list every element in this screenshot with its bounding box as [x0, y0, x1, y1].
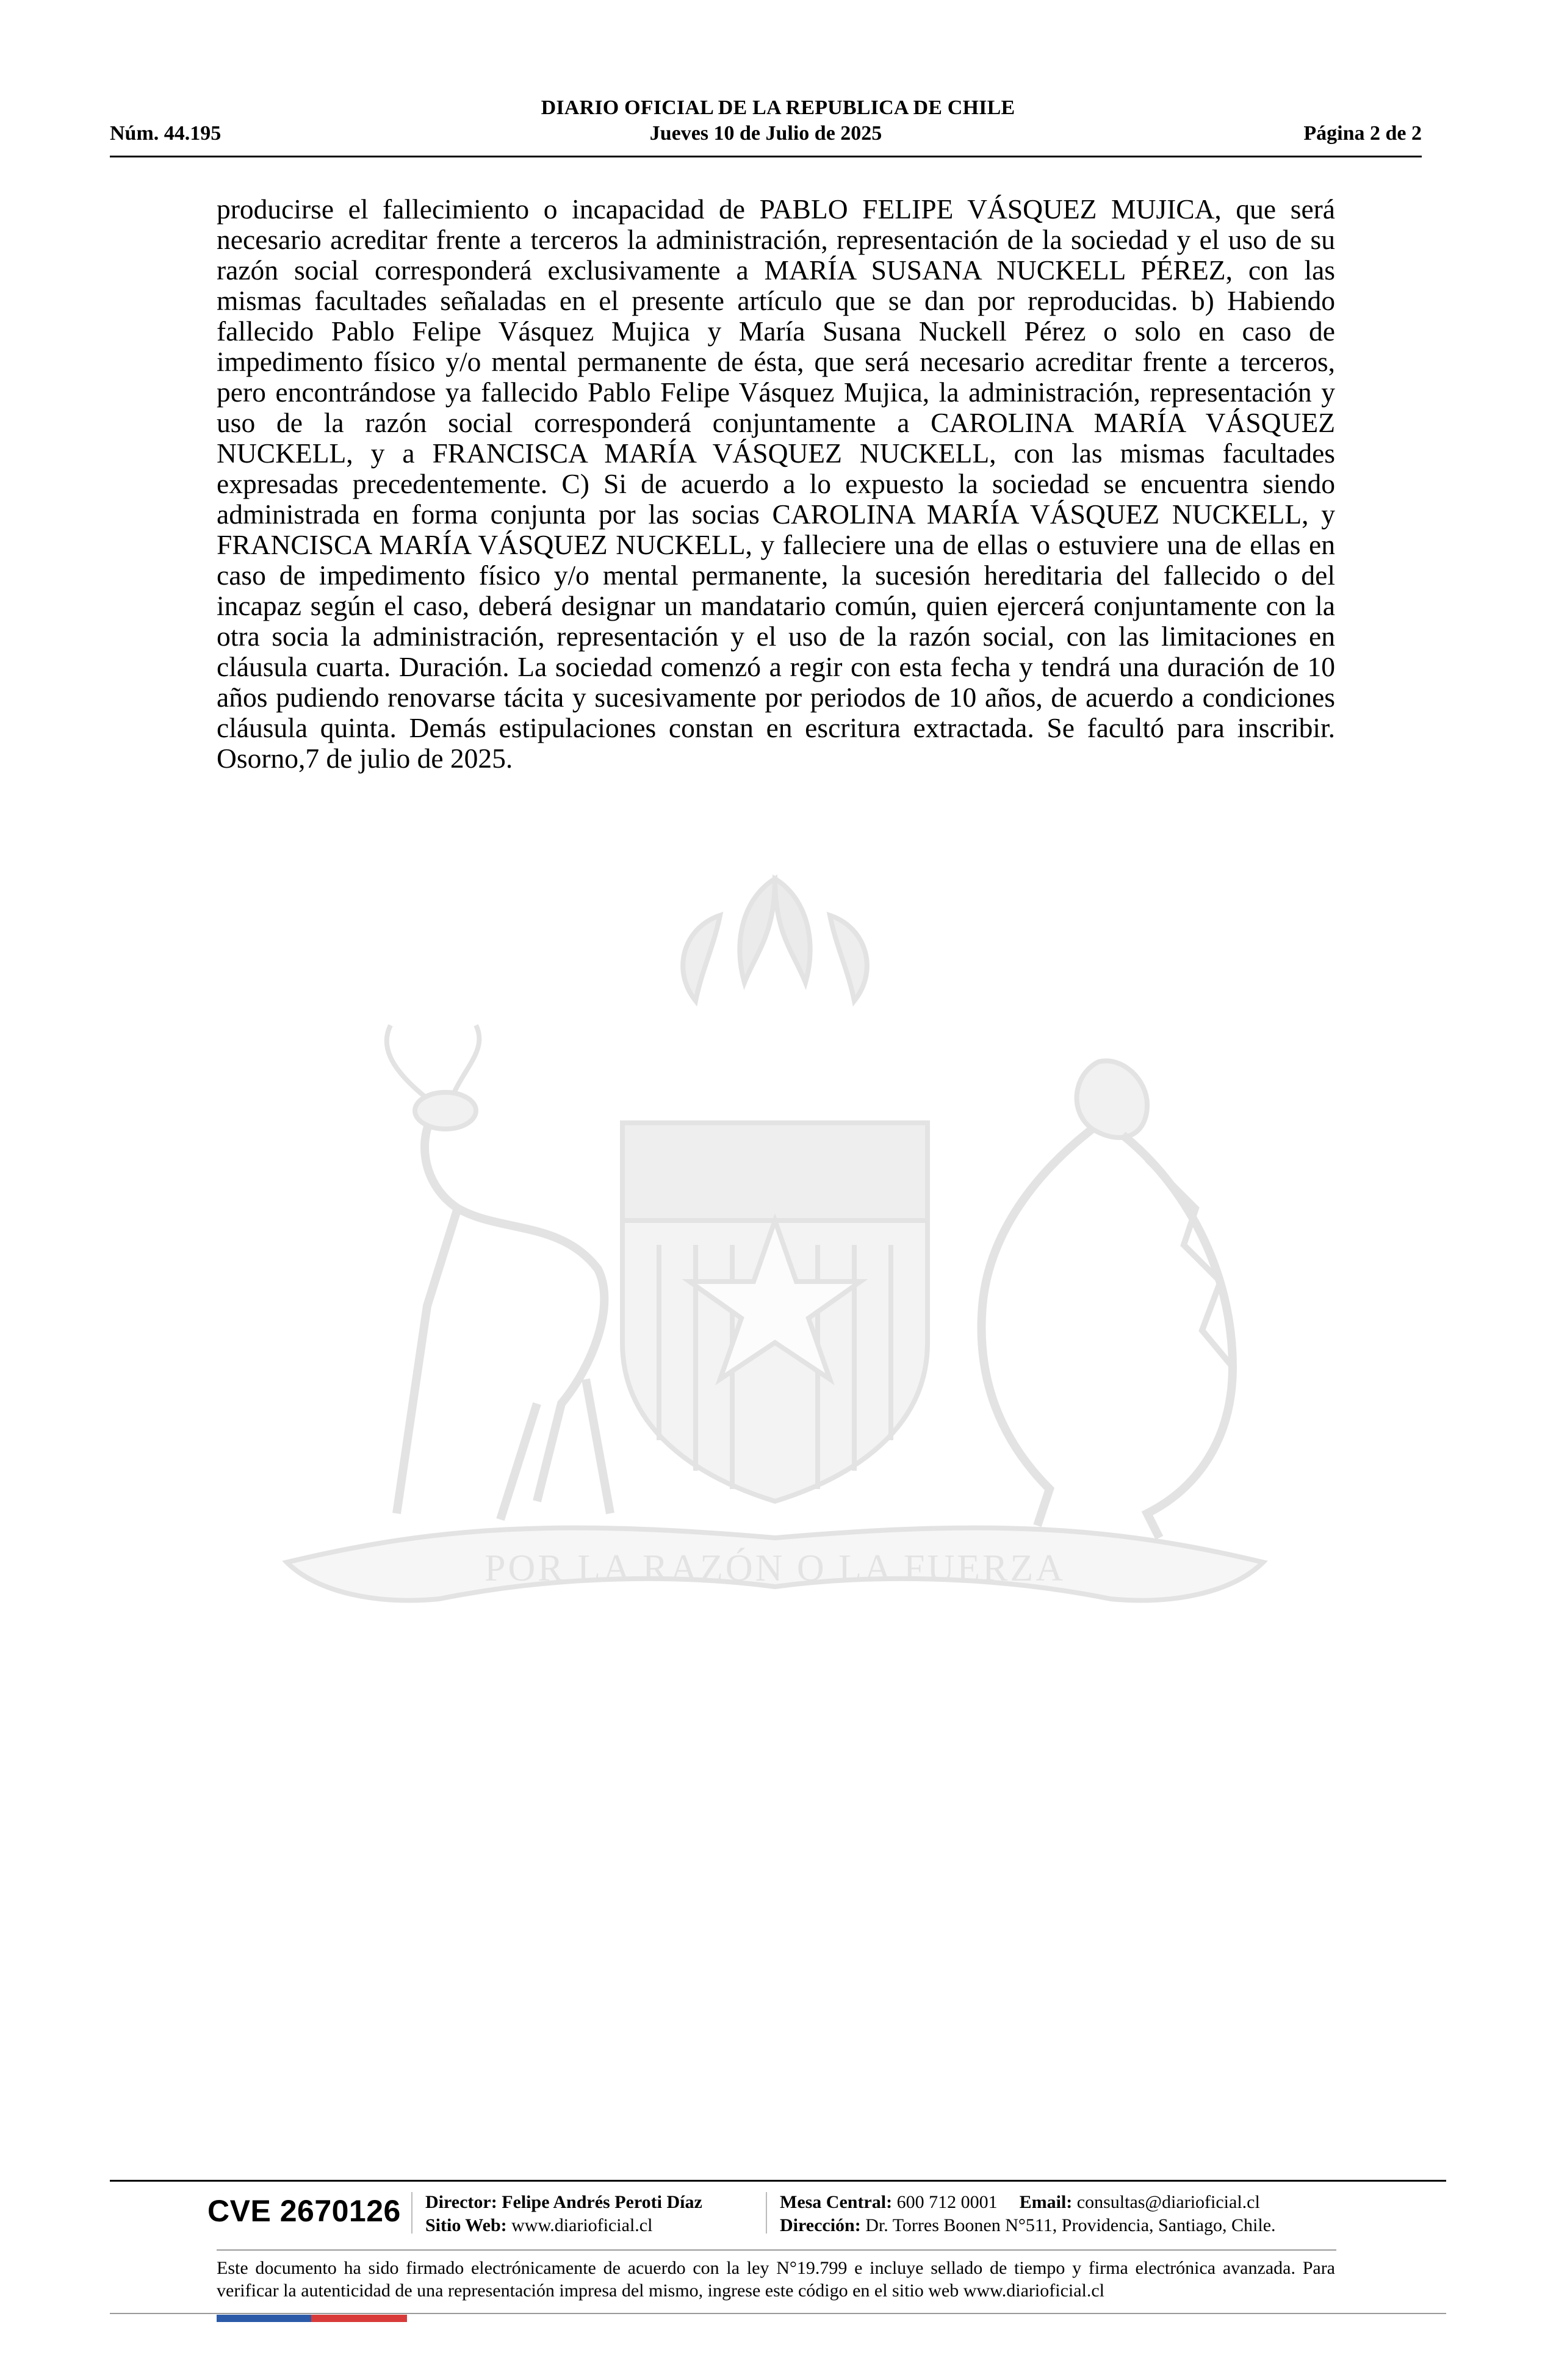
phone-number: 600 712 0001: [896, 2192, 998, 2212]
email-label: Email:: [1019, 2192, 1073, 2212]
footer-divider-bottom: [110, 2313, 1446, 2314]
article-body: producirse el fallecimiento o incapacidad de PABLO FELIPE VÁSQUEZ MUJICA, que será necesario acreditar frente a terceros la administración, representación de la sociedad y el uso de su razón social corresponderá exclusivamente a MARÍA SUSANA NUCKELL PÉREZ, con las mismas facultades señaladas en el presente artículo que se dan por reproducidas. b) Habiendo fallecido Pablo Felipe Vásquez Mujica y María Susana Nuckell Pérez o solo en caso de impedimento físico y/o mental permanente de ésta, que será necesario acreditar frente a terceros, pero encontrándose ya fallecido Pablo Felipe Vásquez Mujica, la administración, representación y uso de la razón social corresponderá conjuntamente a CAROLINA MARÍA VÁSQUEZ NUCKELL, y a FRANCISCA MARÍA VÁSQUEZ NUCKELL, con las mismas facultades expresadas precedentemente. C) Si de acuerdo a lo expuesto la sociedad se encuentra siendo administrada en forma conjunta por las socias CAROLINA MARÍA VÁSQUEZ NUCKELL, y FRANCISCA MARÍA VÁSQUEZ NUCKELL, y falleciere una de ellas o estuviere una de ellas en caso de impedimento físico y/o mental permanente, la sucesión hereditaria del fallecido o del incapaz según el caso, deberá designar un mandatario común, quien ejercerá conjuntamente con la otra socia la administración, representación y el uso de la razón social, con las limitaciones en cláusula cuarta. Duración. La sociedad comenzó a regir con esta fecha y tendrá una duración de 10 años pudiendo renovarse tácita y sucesivamente por periodos de 10 años, de acuerdo a condiciones cláusula quinta. Demás estipulaciones constan en escritura extractada. Se facultó para inscribir. Osorno,7 de julio de 2025.: [217, 193, 1335, 774]
footer-divider-top: [110, 2180, 1446, 2182]
director-label: Director:: [425, 2192, 497, 2212]
address-text: Dr. Torres Boonen N°511, Providencia, Santiago, Chile.: [865, 2215, 1276, 2235]
website-link[interactable]: www.diarioficial.cl: [511, 2215, 653, 2235]
newspaper-title: DIARIO OFICIAL DE LA REPUBLICA DE CHILE: [541, 96, 1015, 119]
motto-text: POR LA RAZÓN O LA FUERZA: [484, 1548, 1066, 1589]
footer-divider-middle: [217, 2249, 1336, 2251]
chile-coat-of-arms-watermark: [195, 842, 1355, 1672]
issue-number: Núm. 44.195: [110, 122, 222, 145]
footer-contact-block: [780, 2191, 1276, 2237]
address-label: Dirección:: [780, 2215, 861, 2235]
email-link[interactable]: consultas@diarioficial.cl: [1076, 2192, 1260, 2212]
page-indicator: Página 2 de 2: [1303, 122, 1422, 145]
phone-label: Mesa Central:: [780, 2192, 893, 2212]
signature-notice: Este documento ha sido firmado electrónicamente de acuerdo con la ley N°19.799 e incluye sellado de tiempo y firma electrónica avanzada. Para verificar la autenticidad de una representación impresa del mismo, ingrese este código en el sitio web www.diarioficial.cl: [217, 2258, 1335, 2301]
website-label: Sitio Web:: [425, 2215, 507, 2235]
footer-separator: [766, 2192, 767, 2234]
header-divider: [110, 156, 1422, 157]
flag-stripe-blue: [217, 2315, 311, 2322]
issue-date: Jueves 10 de Julio de 2025: [649, 122, 882, 145]
coat-of-arms-outline: [287, 879, 1263, 1601]
footer-separator: [411, 2192, 412, 2234]
header-row: [110, 122, 1422, 148]
footer-director-block: [425, 2191, 702, 2237]
cve-code: CVE 2670126: [207, 2194, 401, 2228]
director-name: Felipe Andrés Peroti Díaz: [502, 2192, 702, 2212]
flag-stripe-red: [311, 2315, 407, 2322]
